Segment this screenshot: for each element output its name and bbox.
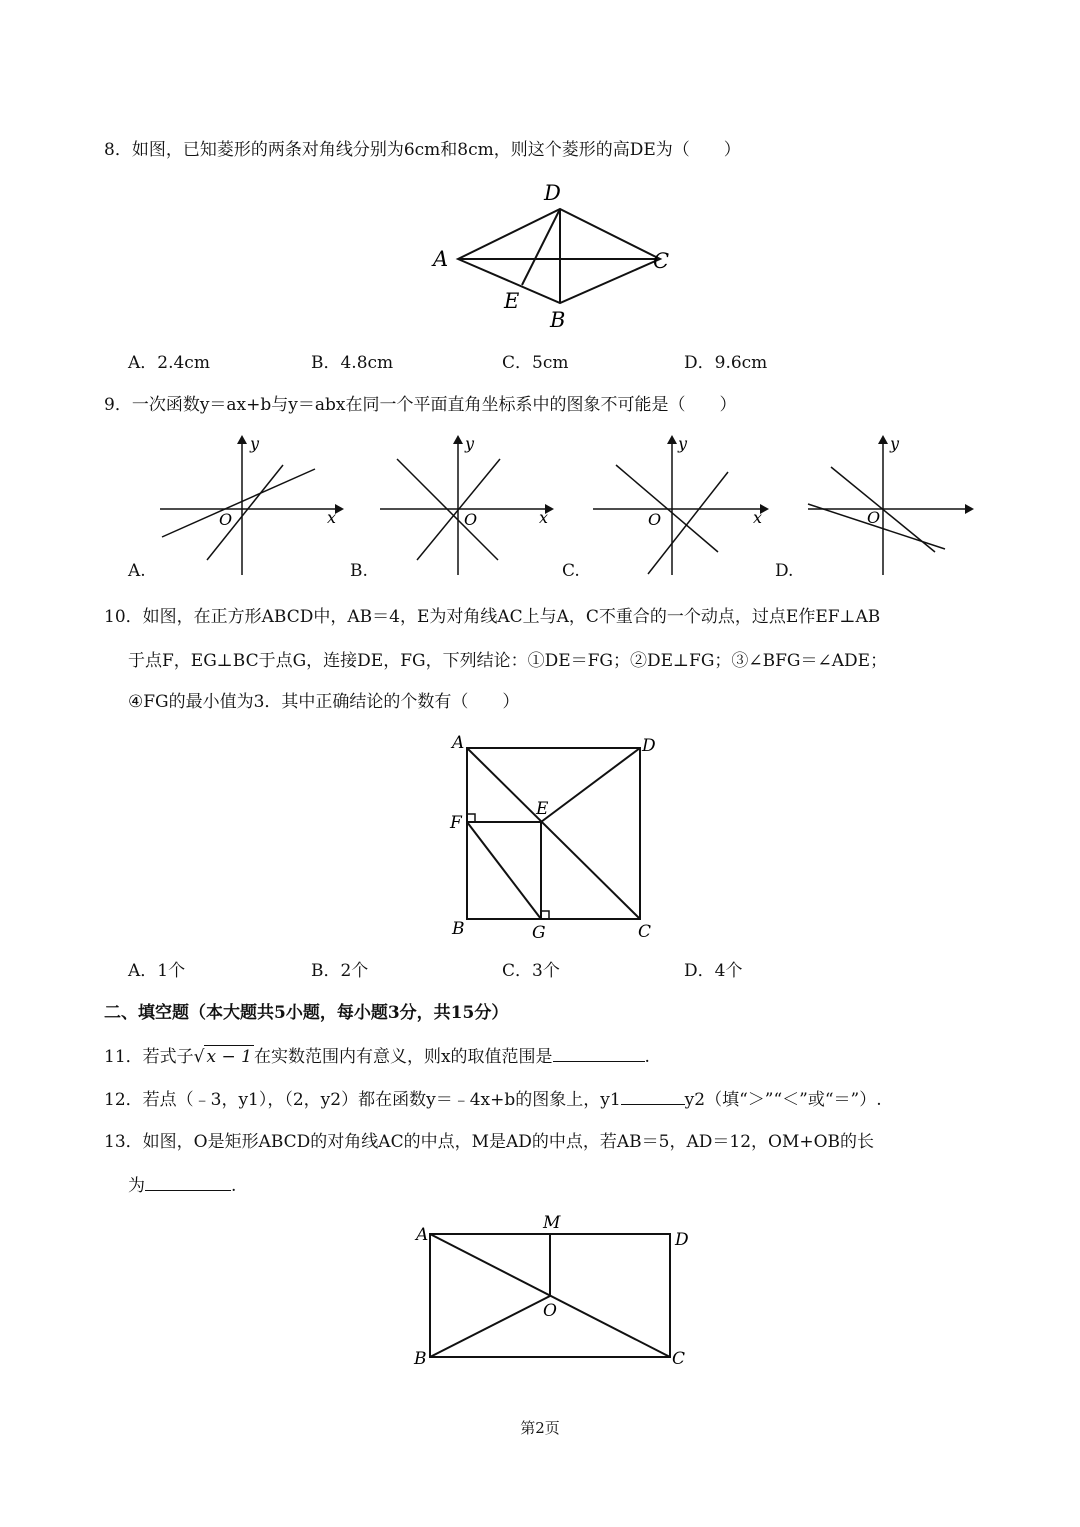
- q9-option-a: A.: [128, 561, 146, 581]
- q10-option-b: B．2个: [311, 961, 369, 981]
- label-f: F: [450, 813, 462, 833]
- axis-label-x: x: [327, 508, 337, 527]
- answer-blank-13[interactable]: [145, 1174, 231, 1191]
- graph-a: [155, 432, 345, 582]
- q10-option-c: C．3个: [502, 961, 560, 981]
- q9-option-d: D.: [775, 561, 794, 581]
- q13-line2-pre: 为: [128, 1176, 145, 1196]
- label-b: B: [550, 308, 566, 332]
- axis-label-y: y: [678, 434, 688, 453]
- origin-label: O: [867, 508, 881, 527]
- label-e: E: [504, 289, 520, 313]
- question-9-text: 9．一次函数y＝ax+b与y＝abx在同一个平面直角坐标系中的图象不可能是（ ）: [104, 395, 737, 415]
- q8-option-a: A．2.4cm: [128, 353, 210, 373]
- q11-radicand: x − 1: [206, 1047, 252, 1067]
- label-c: C: [638, 922, 652, 942]
- q10-option-a: A．1个: [128, 961, 186, 981]
- question-13-line-1: 13．如图，O是矩形ABCD的对角线AC的中点，M是AD的中点，若AB＝5，AD＝12，OM+OB的长: [104, 1132, 875, 1152]
- label-e: E: [536, 799, 549, 819]
- q13-line2-end: .: [231, 1176, 237, 1196]
- label-g: G: [532, 923, 546, 943]
- label-b: B: [414, 1349, 427, 1369]
- rhombus-figure: [420, 178, 690, 338]
- answer-blank-12[interactable]: [621, 1088, 685, 1105]
- q9-option-b: B.: [350, 561, 368, 581]
- q11-post: 在实数范围内有意义，则x的取值范围是: [253, 1047, 553, 1067]
- square-figure: [440, 730, 670, 945]
- label-o: O: [543, 1301, 557, 1321]
- graph-b: [375, 432, 565, 582]
- label-b: B: [452, 919, 465, 939]
- q8-option-d: D．9.6cm: [684, 353, 768, 373]
- axis-label-x: x: [539, 508, 549, 527]
- graph-d: [803, 432, 983, 582]
- q10-option-d: D．4个: [684, 961, 743, 981]
- question-12-text: [104, 1088, 882, 1111]
- question-11-text: [104, 1045, 650, 1068]
- axis-label-y: y: [250, 434, 260, 453]
- origin-label: O: [648, 510, 662, 529]
- graph-c: [588, 432, 778, 582]
- q11-end: .: [644, 1047, 650, 1067]
- question-10-line-1: 10．如图，在正方形ABCD中，AB＝4，E为对角线AC上与A，C不重合的一个动点，过点E作EF⊥AB: [104, 607, 881, 627]
- q12-post: y2（填“＞”“＜”或“＝”）.: [684, 1090, 882, 1110]
- sqrt-sign: √: [193, 1047, 205, 1067]
- label-a: A: [452, 733, 465, 753]
- label-d: D: [642, 736, 656, 756]
- answer-blank-11[interactable]: [553, 1045, 645, 1062]
- question-8-text: 8．如图，已知菱形的两条对角线分别为6cm和8cm，则这个菱形的高DE为（ ）: [104, 140, 741, 160]
- question-10-line-3: ④FG的最小值为3．其中正确结论的个数有（ ）: [128, 692, 520, 712]
- q8-option-c: C．5cm: [502, 353, 569, 373]
- origin-label: O: [464, 510, 478, 529]
- axis-label-y: y: [465, 434, 475, 453]
- label-m: M: [543, 1213, 561, 1233]
- question-13-line-2: [128, 1174, 236, 1197]
- q12-pre: 12．若点（﹣3，y1），（2，y2）都在函数y＝﹣4x+b的图象上，y1: [104, 1090, 621, 1110]
- label-a: A: [416, 1225, 429, 1245]
- page-number: 第2页: [520, 1419, 560, 1437]
- section-2-heading: 二、填空题（本大题共5小题，每小题3分，共15分）: [104, 1003, 509, 1023]
- label-c: C: [653, 249, 670, 273]
- q9-option-c: C.: [562, 561, 580, 581]
- origin-label: O: [219, 510, 233, 529]
- q11-pre: 11．若式子: [104, 1047, 194, 1067]
- question-10-line-2: 于点F，EG⊥BC于点G，连接DE，FG，下列结论：①DE＝FG；②DE⊥FG；③∠BFG＝∠ADE；: [128, 651, 888, 671]
- label-a: A: [433, 247, 449, 271]
- label-d: D: [675, 1230, 689, 1250]
- q8-option-b: B．4.8cm: [311, 353, 394, 373]
- label-c: C: [672, 1349, 686, 1369]
- axis-label-x: x: [753, 508, 763, 527]
- label-d: D: [544, 181, 561, 205]
- axis-label-y: y: [890, 434, 900, 453]
- rectangle-figure: [408, 1210, 708, 1375]
